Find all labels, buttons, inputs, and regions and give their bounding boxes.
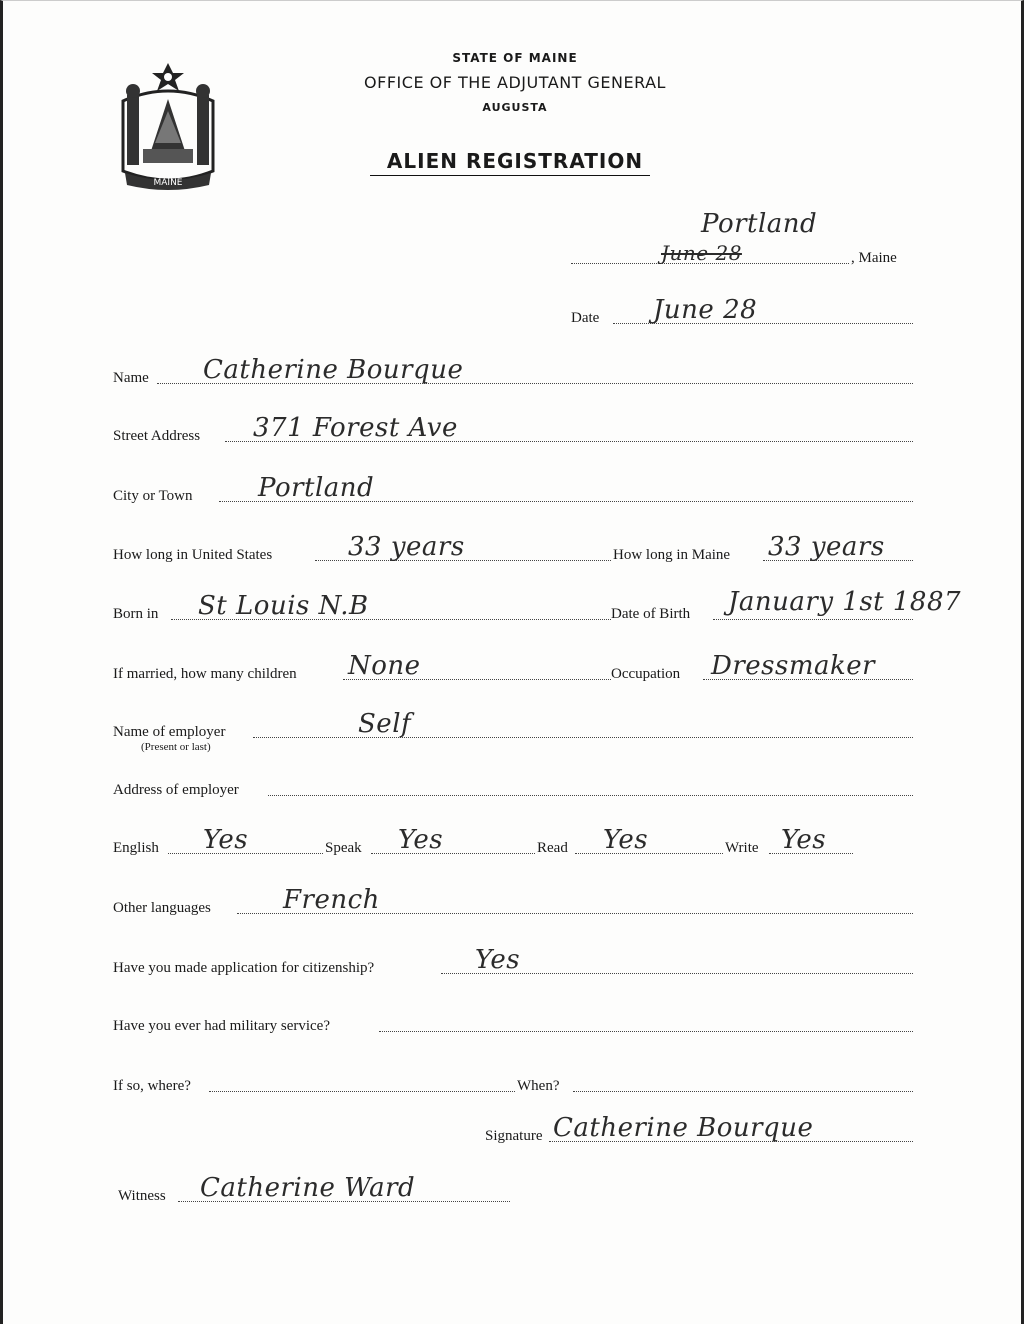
birth-row	[113, 587, 962, 623]
street-address-field[interactable]	[113, 413, 913, 445]
title-underline	[370, 175, 650, 176]
maine-duration-label: How long in Maine	[613, 547, 731, 563]
children-label: If married, how many children	[113, 666, 297, 682]
place-field[interactable]	[571, 209, 916, 267]
street-address-value: 371 Forest Ave	[253, 413, 458, 443]
write-value[interactable]: Yes	[781, 825, 827, 855]
svg-text:MAINE: MAINE	[153, 178, 183, 188]
employer-address-field[interactable]	[113, 773, 913, 799]
office-heading: OFFICE OF THE ADJUTANT GENERAL	[364, 73, 666, 92]
employer-field[interactable]	[113, 709, 913, 741]
write-label: Write	[725, 840, 759, 856]
where-label: If so, where?	[113, 1078, 191, 1094]
citizenship-field[interactable]	[113, 945, 913, 977]
languages-value: French	[283, 885, 380, 915]
place-handwritten: Portland	[701, 209, 818, 239]
street-address-label: Street Address	[113, 428, 201, 444]
military-label: Have you ever had military service?	[113, 1018, 330, 1034]
form-title: ALIEN REGISTRATION	[386, 149, 644, 173]
employer-value: Self	[358, 709, 412, 739]
read-label: Read	[537, 840, 568, 856]
witness-field[interactable]	[118, 1173, 510, 1205]
speak-value[interactable]: Yes	[398, 825, 444, 855]
military-field[interactable]	[113, 1009, 913, 1035]
born-in-value[interactable]: St Louis N.B	[198, 591, 369, 621]
city-field[interactable]	[113, 473, 913, 505]
witness-label: Witness	[118, 1188, 166, 1204]
dob-label: Date of Birth	[611, 606, 691, 622]
date-field[interactable]	[571, 295, 913, 327]
duration-row	[113, 532, 913, 564]
date-value: June 28	[653, 295, 758, 325]
name-field[interactable]	[113, 355, 913, 387]
signature-value: Catherine Bourque	[553, 1113, 814, 1143]
us-duration-label: How long in United States	[113, 547, 273, 563]
citizenship-label: Have you made application for citizenship?	[113, 960, 375, 976]
occupation-label: Occupation	[611, 666, 681, 682]
english-value[interactable]: Yes	[203, 825, 249, 855]
maine-duration-value[interactable]: 33 years	[768, 532, 885, 562]
languages-label: Other languages	[113, 900, 211, 916]
signature-label: Signature	[485, 1128, 543, 1144]
us-duration-value[interactable]: 33 years	[348, 532, 465, 562]
occupation-value[interactable]: Dressmaker	[711, 651, 876, 681]
english-label: English	[113, 840, 159, 856]
employer-label: Name of employer	[113, 724, 226, 740]
children-occupation-row	[113, 651, 913, 683]
place-suffix: , Maine	[851, 250, 897, 266]
citizenship-value: Yes	[475, 945, 521, 975]
employer-address-label: Address of employer	[113, 782, 239, 798]
english-row	[113, 825, 853, 857]
city-label: City or Town	[113, 488, 193, 504]
read-value[interactable]: Yes	[603, 825, 649, 855]
signature-field[interactable]	[485, 1113, 913, 1145]
dob-value[interactable]: January 1st 1887	[728, 587, 962, 617]
born-in-label: Born in	[113, 606, 159, 622]
children-value[interactable]: None	[348, 651, 421, 681]
where-when-row	[113, 1069, 913, 1095]
languages-field[interactable]	[113, 885, 913, 917]
speak-label: Speak	[325, 840, 362, 856]
city-value: Portland	[258, 473, 375, 503]
name-value: Catherine Bourque	[203, 355, 464, 385]
date-label: Date	[571, 310, 600, 326]
place-struck-text: June 28	[661, 241, 742, 265]
witness-value: Catherine Ward	[200, 1173, 416, 1203]
state-heading: STATE OF MAINE	[452, 51, 578, 65]
name-label: Name	[113, 370, 149, 386]
city-heading: AUGUSTA	[482, 101, 548, 114]
when-label: When?	[517, 1078, 560, 1094]
employer-sublabel: (Present or last)	[141, 741, 211, 753]
